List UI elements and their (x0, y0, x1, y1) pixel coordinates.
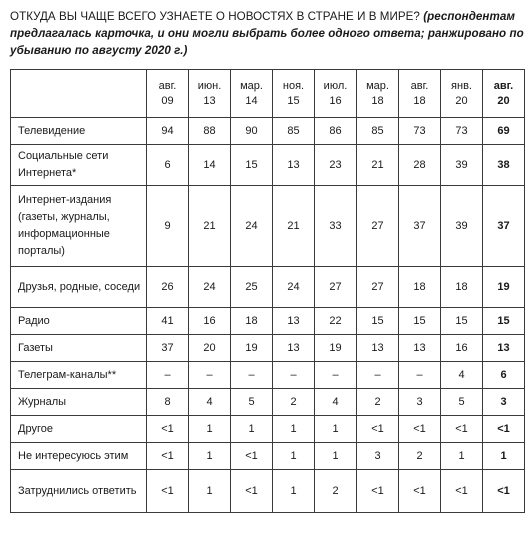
value-cell: 2 (399, 443, 441, 470)
table-row (11, 416, 525, 443)
value-cell: 3 (399, 389, 441, 416)
value-cell: 18 (441, 267, 483, 308)
column-header (399, 70, 441, 118)
table-row (11, 443, 525, 470)
column-year: 14 (245, 94, 258, 107)
value-cell: 14 (189, 145, 231, 186)
value-cell: 15 (441, 308, 483, 335)
value-cell: 13 (483, 335, 525, 362)
column-header (441, 70, 483, 118)
value-cell: – (399, 362, 441, 389)
value-cell: <1 (483, 470, 525, 513)
value-cell: 22 (315, 308, 357, 335)
value-cell: 28 (399, 145, 441, 186)
header-row (11, 70, 525, 118)
value-cell: 21 (357, 145, 399, 186)
value-cell: – (189, 362, 231, 389)
value-cell: 27 (357, 186, 399, 267)
value-cell: 4 (315, 389, 357, 416)
value-cell: 13 (357, 335, 399, 362)
value-cell: 3 (357, 443, 399, 470)
table-heading (10, 8, 525, 59)
row-label: Журналы (11, 389, 147, 416)
value-cell: 16 (441, 335, 483, 362)
value-cell: – (231, 362, 273, 389)
column-year: 15 (287, 94, 300, 107)
value-cell: – (315, 362, 357, 389)
value-cell: 2 (315, 470, 357, 513)
question-note: (респондентам предлагалась карточка, и они могли выбрать более одного ответа; ранжировано по убыванию по августу 2020 г.) (10, 10, 524, 57)
value-cell: 41 (147, 308, 189, 335)
value-cell: 27 (315, 267, 357, 308)
value-cell: 2 (357, 389, 399, 416)
value-cell: 21 (189, 186, 231, 267)
value-cell: 27 (357, 267, 399, 308)
value-cell: – (357, 362, 399, 389)
value-cell: 6 (483, 362, 525, 389)
column-year: 16 (329, 94, 342, 107)
value-cell: 20 (189, 335, 231, 362)
column-month: авг. (158, 79, 177, 92)
column-year: 20 (497, 94, 510, 107)
value-cell: 15 (231, 145, 273, 186)
column-month: мар. (366, 79, 389, 92)
table-row (11, 267, 525, 308)
value-cell: 5 (441, 389, 483, 416)
value-cell: 18 (231, 308, 273, 335)
value-cell: 19 (483, 267, 525, 308)
value-cell: 1 (189, 470, 231, 513)
value-cell: 13 (273, 335, 315, 362)
header-empty-cell (11, 70, 147, 118)
column-header (189, 70, 231, 118)
value-cell: <1 (231, 470, 273, 513)
value-cell: 1 (273, 470, 315, 513)
value-cell: 21 (273, 186, 315, 267)
value-cell: <1 (231, 443, 273, 470)
value-cell: 85 (273, 118, 315, 145)
value-cell: <1 (399, 416, 441, 443)
question-text: ОТКУДА ВЫ ЧАЩЕ ВСЕГО УЗНАЕТЕ О НОВОСТЯХ В СТРАНЕ И В МИРЕ? (10, 10, 420, 23)
value-cell: 37 (147, 335, 189, 362)
value-cell: 73 (399, 118, 441, 145)
row-label: Интернет-издания (газеты, журналы, информационные порталы) (11, 186, 147, 267)
value-cell: 1 (315, 443, 357, 470)
value-cell: <1 (147, 443, 189, 470)
column-year: 09 (161, 94, 174, 107)
column-month: июн. (197, 79, 222, 92)
value-cell: 26 (147, 267, 189, 308)
value-cell: <1 (399, 470, 441, 513)
value-cell: 2 (273, 389, 315, 416)
table-row (11, 335, 525, 362)
table-row (11, 186, 525, 267)
table-row (11, 308, 525, 335)
column-year: 20 (455, 94, 468, 107)
value-cell: <1 (441, 416, 483, 443)
value-cell: 1 (441, 443, 483, 470)
value-cell: 88 (189, 118, 231, 145)
value-cell: 1 (273, 416, 315, 443)
row-label: Радио (11, 308, 147, 335)
value-cell: 15 (483, 308, 525, 335)
column-month: ноя. (282, 79, 305, 92)
value-cell: 1 (189, 416, 231, 443)
value-cell: 38 (483, 145, 525, 186)
column-year: 13 (203, 94, 216, 107)
column-month: авг. (410, 79, 429, 92)
value-cell: 1 (315, 416, 357, 443)
row-label: Телевидение (11, 118, 147, 145)
value-cell: 15 (357, 308, 399, 335)
column-month: янв. (451, 79, 472, 92)
table-row (11, 470, 525, 513)
survey-table-body (11, 70, 525, 513)
value-cell: 13 (273, 145, 315, 186)
value-cell: 90 (231, 118, 273, 145)
value-cell: 86 (315, 118, 357, 145)
value-cell: 39 (441, 186, 483, 267)
value-cell: 15 (399, 308, 441, 335)
value-cell: – (273, 362, 315, 389)
column-year: 18 (371, 94, 384, 107)
value-cell: <1 (357, 470, 399, 513)
value-cell: <1 (357, 416, 399, 443)
row-label: Телеграм-каналы** (11, 362, 147, 389)
column-month: мар. (240, 79, 263, 92)
column-header (357, 70, 399, 118)
value-cell: 85 (357, 118, 399, 145)
value-cell: 5 (231, 389, 273, 416)
table-row (11, 145, 525, 186)
table-row (11, 389, 525, 416)
table-row (11, 118, 525, 145)
value-cell: <1 (483, 416, 525, 443)
value-cell: 9 (147, 186, 189, 267)
value-cell: 1 (483, 443, 525, 470)
value-cell: 37 (399, 186, 441, 267)
column-year: 18 (413, 94, 426, 107)
value-cell: 13 (273, 308, 315, 335)
row-label: Другое (11, 416, 147, 443)
value-cell: 94 (147, 118, 189, 145)
column-header (315, 70, 357, 118)
value-cell: 25 (231, 267, 273, 308)
value-cell: 69 (483, 118, 525, 145)
table-row (11, 362, 525, 389)
value-cell: 3 (483, 389, 525, 416)
column-month: авг. (493, 79, 514, 92)
value-cell: 24 (189, 267, 231, 308)
row-label: Не интересуюсь этим (11, 443, 147, 470)
value-cell: 23 (315, 145, 357, 186)
value-cell: <1 (147, 416, 189, 443)
value-cell: 39 (441, 145, 483, 186)
survey-table (10, 69, 525, 513)
value-cell: 33 (315, 186, 357, 267)
value-cell: 19 (315, 335, 357, 362)
value-cell: 6 (147, 145, 189, 186)
value-cell: – (147, 362, 189, 389)
column-header (273, 70, 315, 118)
column-month: июл. (323, 79, 348, 92)
column-header (147, 70, 189, 118)
row-label: Социальные сети Интернета* (11, 145, 147, 186)
value-cell: 24 (273, 267, 315, 308)
value-cell: 1 (231, 416, 273, 443)
row-label: Друзья, родные, соседи (11, 267, 147, 308)
value-cell: 1 (189, 443, 231, 470)
column-header (483, 70, 525, 118)
row-label: Газеты (11, 335, 147, 362)
value-cell: 8 (147, 389, 189, 416)
value-cell: <1 (147, 470, 189, 513)
value-cell: <1 (441, 470, 483, 513)
row-label: Затруднились ответить (11, 470, 147, 513)
value-cell: 37 (483, 186, 525, 267)
column-header (231, 70, 273, 118)
value-cell: 16 (189, 308, 231, 335)
value-cell: 19 (231, 335, 273, 362)
value-cell: 13 (399, 335, 441, 362)
value-cell: 4 (441, 362, 483, 389)
value-cell: 4 (189, 389, 231, 416)
value-cell: 1 (273, 443, 315, 470)
value-cell: 24 (231, 186, 273, 267)
value-cell: 73 (441, 118, 483, 145)
value-cell: 18 (399, 267, 441, 308)
